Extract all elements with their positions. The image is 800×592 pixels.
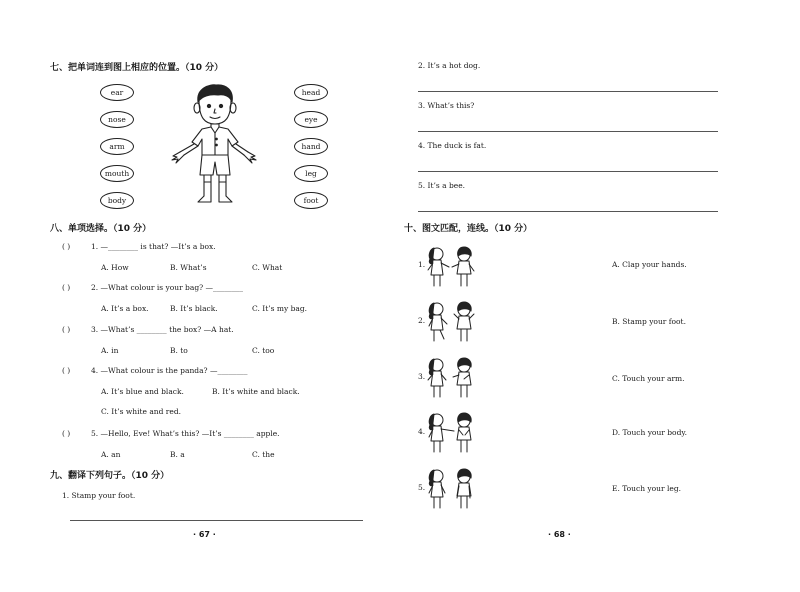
q2-option-c: C. It’s my bag.	[252, 304, 308, 313]
kids-stamp-foot-picture	[424, 298, 480, 344]
q1-option-b: B. What’s	[170, 263, 207, 272]
question-4: 4. —What colour is the panda? —________	[91, 366, 248, 375]
kids-touch-leg-picture	[424, 465, 480, 511]
answer-line-2[interactable]	[418, 91, 718, 92]
question-2: 2. —What colour is your bag? —________	[91, 283, 244, 292]
word-oval-eye: eye	[294, 111, 328, 128]
answer-line-1[interactable]	[70, 520, 363, 521]
q3-option-c: C. too	[252, 346, 275, 355]
option-c-text: C. Touch your arm.	[612, 374, 685, 383]
page-number-right: · 68 ·	[548, 530, 571, 539]
answer-paren-q2[interactable]: ( )	[62, 283, 71, 292]
option-b-text: B. Stamp your foot.	[612, 317, 686, 326]
answer-line-4[interactable]	[418, 171, 718, 172]
answer-line-5[interactable]	[418, 211, 718, 212]
kids-clap-hands-picture	[424, 243, 480, 289]
q1-option-c: C. What	[252, 263, 283, 272]
translation-item-1: 1. Stamp your foot.	[62, 491, 136, 500]
picture-number-3: 3.	[418, 372, 426, 381]
q4-option-b: B. It’s white and black.	[212, 387, 300, 396]
question-5: 5. —Hello, Eve! What’s this? —It’s ________ apple.	[91, 429, 280, 438]
q5-option-b: B. a	[170, 450, 185, 459]
q4-option-c: C. It’s white and red.	[101, 407, 182, 416]
answer-line-3[interactable]	[418, 131, 718, 132]
option-e-text: E. Touch your leg.	[612, 484, 681, 493]
q5-option-a: A. an	[101, 450, 121, 459]
section-7-heading: 七、把单词连到图上相应的位置。（10 分）	[50, 63, 224, 73]
answer-paren-q1[interactable]: ( )	[62, 242, 71, 251]
section-9-heading: 九、翻译下列句子。（10 分）	[50, 471, 170, 481]
boy-illustration	[168, 82, 260, 210]
page-number-left: · 67 ·	[193, 530, 216, 539]
question-1: 1. —________ is that? —It’s a box.	[91, 242, 216, 251]
translation-item-4: 4. The duck is fat.	[418, 141, 487, 150]
picture-number-2: 2.	[418, 316, 426, 325]
word-oval-head: head	[294, 84, 328, 101]
question-3: 3. —What’s ________ the box? —A hat.	[91, 325, 234, 334]
picture-number-4: 4.	[418, 427, 426, 436]
q2-option-a: A. It’s a box.	[101, 304, 149, 313]
answer-paren-q5[interactable]: ( )	[62, 429, 71, 438]
word-oval-mouth: mouth	[100, 165, 134, 182]
answer-paren-q4[interactable]: ( )	[62, 366, 71, 375]
picture-number-1: 1.	[418, 260, 426, 269]
section-10-heading: 十、图文匹配，连线。（10 分）	[404, 224, 533, 234]
picture-number-5: 5.	[418, 483, 426, 492]
option-d-text: D. Touch your body.	[612, 428, 687, 437]
option-a-text: A. Clap your hands.	[612, 260, 687, 269]
q3-option-b: B. to	[170, 346, 188, 355]
section-8-heading: 八、单项选择。（10 分）	[50, 224, 152, 234]
word-oval-foot: foot	[294, 192, 328, 209]
translation-item-2: 2. It’s a hot dog.	[418, 61, 481, 70]
answer-paren-q3[interactable]: ( )	[62, 325, 71, 334]
kids-touch-arm-picture	[424, 354, 480, 400]
q2-option-b: B. It’s black.	[170, 304, 218, 313]
q1-option-a: A. How	[101, 263, 129, 272]
word-oval-hand: hand	[294, 138, 328, 155]
kids-touch-body-picture	[424, 409, 480, 455]
q4-option-a: A. It’s blue and black.	[101, 387, 184, 396]
word-oval-nose: nose	[100, 111, 134, 128]
q3-option-a: A. in	[101, 346, 119, 355]
word-oval-ear: ear	[100, 84, 134, 101]
translation-item-3: 3. What’s this?	[418, 101, 475, 110]
translation-item-5: 5. It’s a bee.	[418, 181, 466, 190]
word-oval-leg: leg	[294, 165, 328, 182]
word-oval-body: body	[100, 192, 134, 209]
q5-option-c: C. the	[252, 450, 275, 459]
word-oval-arm: arm	[100, 138, 134, 155]
